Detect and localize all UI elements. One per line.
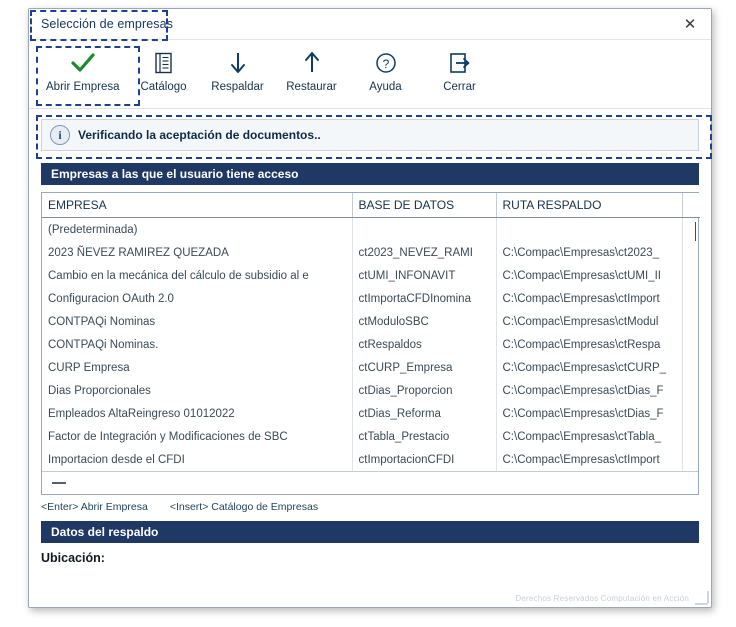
cell-base-datos: ctImportacionCFDI — [352, 448, 496, 471]
open-company-button[interactable] — [39, 46, 127, 102]
company-selection-window — [28, 8, 712, 608]
catalog-button[interactable] — [127, 46, 201, 102]
cell-extra — [682, 287, 700, 310]
cell-base-datos: ctUMI_INFONAVIT — [352, 264, 496, 287]
cell-extra — [682, 310, 700, 333]
cell-empresa: Dias Proporcionales — [42, 379, 352, 402]
cell-extra — [682, 402, 700, 425]
catalog-label: Catálogo — [140, 81, 187, 93]
table-row[interactable] — [42, 402, 700, 425]
cell-ruta-respaldo: C:\Compac\Empresas\ctDias_F — [496, 379, 682, 402]
cell-ruta-respaldo — [496, 218, 682, 242]
table-row[interactable] — [42, 287, 700, 310]
cell-base-datos: ctDias_Reforma — [352, 402, 496, 425]
cell-ruta-respaldo: C:\Compac\Empresas\ctModul — [496, 310, 682, 333]
cell-empresa: Importacion desde el CFDI — [42, 448, 352, 471]
cell-base-datos: ctRespaldos — [352, 333, 496, 356]
hint-open-company: <Enter> Abrir Empresa — [41, 501, 148, 513]
cell-base-datos: ctCURP_Empresa — [352, 356, 496, 379]
copyright-note: Derechos Reservados Computación en Acción — [515, 594, 689, 603]
arrow-up-icon — [302, 48, 322, 78]
help-button[interactable] — [349, 46, 423, 102]
check-icon — [71, 48, 95, 78]
table-row[interactable] — [42, 425, 700, 448]
cell-extra — [682, 264, 700, 287]
status-message-text: Verificando la aceptación de documentos.. — [78, 128, 321, 142]
table-row[interactable] — [42, 379, 700, 402]
restore-label: Restaurar — [286, 81, 337, 93]
close-window-button[interactable] — [669, 9, 711, 39]
backup-section-label: Datos del respaldo — [51, 525, 159, 539]
status-message-bar — [41, 119, 699, 151]
keyboard-hints — [41, 501, 699, 513]
grid-footer — [42, 471, 698, 494]
cell-extra — [682, 448, 700, 471]
column-header-ruta-respaldo[interactable]: RUTA RESPALDO — [496, 193, 682, 218]
table-row[interactable] — [42, 264, 700, 287]
scroll-indicator[interactable] — [695, 222, 696, 241]
table-row[interactable] — [42, 241, 700, 264]
table-row[interactable] — [42, 310, 700, 333]
cell-extra — [682, 241, 700, 264]
location-field — [41, 551, 699, 565]
svg-text:?: ? — [382, 57, 389, 71]
close-button[interactable] — [423, 46, 497, 102]
grid-header-row — [42, 193, 700, 218]
cell-empresa: CONTPAQi Nominas. — [42, 333, 352, 356]
grid-body — [42, 218, 700, 472]
window-titlebar — [29, 9, 711, 40]
cell-ruta-respaldo: C:\Compac\Empresas\ct2023_ — [496, 241, 682, 264]
cell-empresa: CONTPAQi Nominas — [42, 310, 352, 333]
cell-ruta-respaldo: C:\Compac\Empresas\ctCURP_ — [496, 356, 682, 379]
hint-catalog: <Insert> Catálogo de Empresas — [169, 501, 319, 513]
column-header-base-datos[interactable]: BASE DE DATOS — [352, 193, 496, 218]
cell-empresa: (Predeterminada) — [42, 218, 352, 242]
cell-empresa: CURP Empresa — [42, 356, 352, 379]
column-header-empresa[interactable]: EMPRESA — [42, 193, 352, 218]
cell-empresa: 2023 ÑEVEZ RAMIREZ QUEZADA — [42, 241, 352, 264]
collapse-icon[interactable] — [52, 482, 66, 484]
companies-section-header — [41, 163, 699, 185]
cell-extra — [682, 379, 700, 402]
cell-base-datos — [352, 218, 496, 242]
cell-extra — [682, 333, 700, 356]
location-label: Ubicación: — [41, 551, 105, 565]
backup-label: Respaldar — [211, 81, 264, 93]
companies-grid[interactable] — [41, 192, 699, 495]
backup-section-header — [41, 521, 699, 543]
companies-section-label: Empresas a las que el usuario tiene acceso — [51, 167, 299, 181]
table-row[interactable] — [42, 333, 700, 356]
open-company-label: Abrir Empresa — [46, 81, 120, 93]
arrow-down-icon — [228, 48, 248, 78]
table-row[interactable] — [42, 448, 700, 471]
column-header-extra[interactable] — [682, 193, 700, 218]
cell-empresa: Cambio en la mecánica del cálculo de subsidio al e — [42, 264, 352, 287]
resize-grip[interactable] — [695, 591, 709, 605]
close-label: Cerrar — [443, 81, 476, 93]
cell-ruta-respaldo: C:\Compac\Empresas\ctUMI_II — [496, 264, 682, 287]
exit-icon — [449, 48, 471, 78]
table-row[interactable] — [42, 356, 700, 379]
cell-base-datos: ctImportaCFDInomina — [352, 287, 496, 310]
cell-base-datos: ct2023_NEVEZ_RAMI — [352, 241, 496, 264]
cell-ruta-respaldo: C:\Compac\Empresas\ctTabla_ — [496, 425, 682, 448]
cell-empresa: Factor de Integración y Modificaciones de SBC — [42, 425, 352, 448]
table-row[interactable] — [42, 218, 700, 242]
info-icon: i — [50, 125, 70, 145]
cell-extra — [682, 425, 700, 448]
help-label: Ayuda — [369, 81, 402, 93]
backup-button[interactable] — [201, 46, 275, 102]
cell-extra — [682, 356, 700, 379]
restore-button[interactable] — [275, 46, 349, 102]
cell-ruta-respaldo: C:\Compac\Empresas\ctRespa — [496, 333, 682, 356]
close-icon: ✕ — [683, 16, 697, 33]
question-circle-icon — [375, 48, 397, 78]
cell-base-datos: ctDias_Proporcion — [352, 379, 496, 402]
cell-extra — [682, 218, 700, 242]
cell-ruta-respaldo: C:\Compac\Empresas\ctDias_F — [496, 402, 682, 425]
cell-empresa: Configuracion OAuth 2.0 — [42, 287, 352, 310]
cell-base-datos: ctTabla_Prestacio — [352, 425, 496, 448]
window-title: Selección de empresas — [41, 17, 174, 31]
book-icon — [154, 48, 174, 78]
cell-ruta-respaldo: C:\Compac\Empresas\ctImport — [496, 287, 682, 310]
main-toolbar — [29, 40, 711, 109]
cell-ruta-respaldo: C:\Compac\Empresas\ctImport — [496, 448, 682, 471]
cell-empresa: Empleados AltaReingreso 01012022 — [42, 402, 352, 425]
cell-base-datos: ctModuloSBC — [352, 310, 496, 333]
